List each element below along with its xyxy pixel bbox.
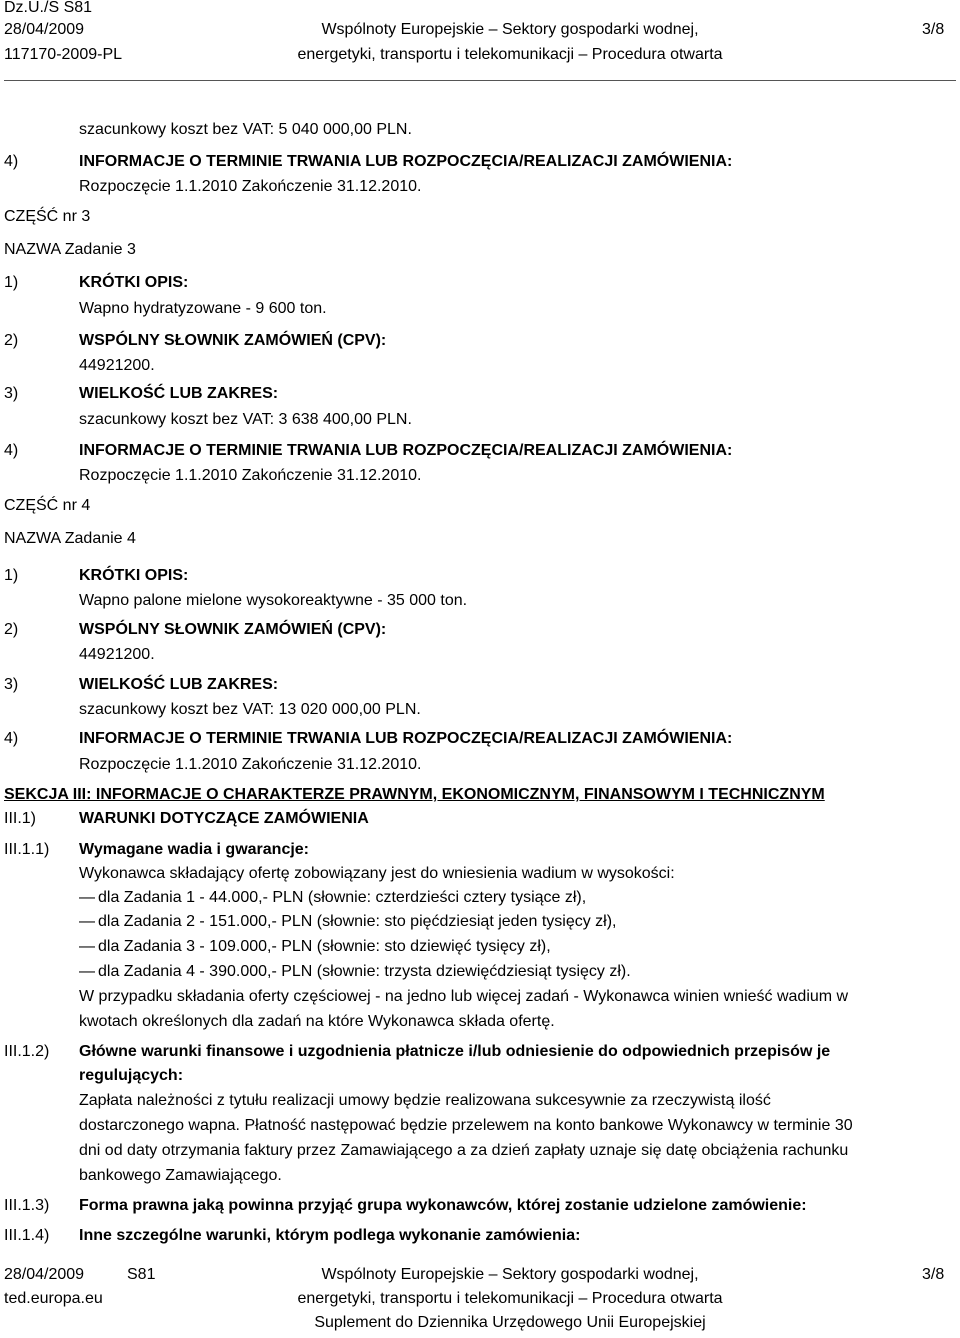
item-number: 1) <box>4 274 19 291</box>
item-value: szacunkowy koszt bez VAT: 3 638 400,00 PLN. <box>79 411 412 428</box>
item-number: 3) <box>4 385 19 402</box>
item-number: 4) <box>4 153 19 170</box>
part-name: NAZWA Zadanie 4 <box>4 530 136 547</box>
subsection-number: III.1.4) <box>4 1227 50 1244</box>
item-label: INFORMACJE O TERMINIE TRWANIA LUB ROZPOCZĘCIA/REALIZACJI ZAMÓWIENIA: <box>79 442 733 459</box>
item-number: 4) <box>4 442 19 459</box>
paragraph-line: Zapłata należności z tytułu realizacji umowy będzie realizowana sukcesywnie za rzeczywistą ilość <box>79 1092 771 1109</box>
item-label: WIELKOŚĆ LUB ZAKRES: <box>79 385 279 402</box>
deposit-intro: Wykonawca składający ofertę zobowiązany jest do wniesienia wadium w wysokości: <box>79 865 675 882</box>
paragraph-line: kwotach określonych dla zadań na które Wykonawca składa ofertę. <box>79 1013 555 1030</box>
subsection-title: Główne warunki finansowe i uzgodnienia płatnicze i/lub odniesienie do odpowiednich przepisów je <box>79 1043 831 1060</box>
footer-supplement: Suplement do Dziennika Urzędowego Unii Europejskiej <box>314 1314 706 1331</box>
item-label: WSPÓLNY SŁOWNIK ZAMÓWIEŃ (CPV): <box>79 332 387 349</box>
item-number: 4) <box>4 730 19 747</box>
subsection-title: Inne szczególne warunki, którym podlega wykonanie zamówienia: <box>79 1227 581 1244</box>
item-label: INFORMACJE O TERMINIE TRWANIA LUB ROZPOCZĘCIA/REALIZACJI ZAMÓWIENIA: <box>79 730 733 747</box>
part-name: NAZWA Zadanie 3 <box>4 241 136 258</box>
part-title: CZĘŚĆ nr 3 <box>4 208 91 225</box>
item-value: Rozpoczęcie 1.1.2010 Zakończenie 31.12.2010. <box>79 467 422 484</box>
bullet-dash: — <box>79 963 95 980</box>
header-page-number: 3/8 <box>922 21 945 38</box>
paragraph-line: bankowego Zamawiającego. <box>79 1167 282 1184</box>
deposit-item: dla Zadania 3 - 109.000,- PLN (słownie: sto dziewięć tysięcy zł), <box>98 938 551 955</box>
notice-id: 117170-2009-PL <box>4 46 123 63</box>
deposit-item: dla Zadania 2 - 151.000,- PLN (słownie: sto pięćdziesiąt jeden tysięcy zł), <box>98 913 617 930</box>
footer-title-line2: energetyki, transportu i telekomunikacji – Procedura otwarta <box>297 1290 723 1307</box>
item-label: INFORMACJE O TERMINIE TRWANIA LUB ROZPOCZĘCIA/REALIZACJI ZAMÓWIENIA: <box>79 153 733 170</box>
footer-code: S81 <box>127 1266 156 1283</box>
subsection-number: III.1) <box>4 810 37 827</box>
item-label: WSPÓLNY SŁOWNIK ZAMÓWIEŃ (CPV): <box>79 621 387 638</box>
footer-date: 28/04/2009 <box>4 1266 85 1283</box>
item-number: 2) <box>4 621 19 638</box>
item-value: 44921200. <box>79 357 155 374</box>
item-value: 44921200. <box>79 646 155 663</box>
item-value: Rozpoczęcie 1.1.2010 Zakończenie 31.12.2010. <box>79 178 422 195</box>
bullet-dash: — <box>79 913 95 930</box>
part-title: CZĘŚĆ nr 4 <box>4 497 91 514</box>
footer-title-line1: Wspólnoty Europejskie – Sektory gospodarki wodnej, <box>321 1266 699 1283</box>
paragraph-line: dostarczonego wapna. Płatność następować będzie przelewem na konto bankowe Wykonawcy w terminie 30 <box>79 1117 853 1134</box>
subsection-title: Forma prawna jaką powinna przyjąć grupa wykonawców, której zostanie udzielone zamówienie: <box>79 1197 807 1214</box>
bullet-dash: — <box>79 938 95 955</box>
item-value: Wapno palone mielone wysokoreaktywne - 35 000 ton. <box>79 592 468 609</box>
item-number: 3) <box>4 676 19 693</box>
item-number: 2) <box>4 332 19 349</box>
section-title: SEKCJA III: INFORMACJE O CHARAKTERZE PRAWNYM, EKONOMICZNYM, FINANSOWYM I TECHNICZNYM <box>4 786 825 803</box>
item-label: KRÓTKI OPIS: <box>79 274 189 291</box>
paragraph-line: W przypadku składania oferty częściowej - na jedno lub więcej zadań - Wykonawca winien wnieść wadium w <box>79 988 849 1005</box>
item-value: Rozpoczęcie 1.1.2010 Zakończenie 31.12.2010. <box>79 756 422 773</box>
subsection-title: Wymagane wadia i gwarancje: <box>79 841 310 858</box>
subsection-number: III.1.1) <box>4 841 50 858</box>
item-number: 1) <box>4 567 19 584</box>
footer-site-link[interactable]: ted.europa.eu <box>4 1290 103 1307</box>
bullet-dash: — <box>79 889 95 906</box>
subsection-number: III.1.2) <box>4 1043 50 1060</box>
subsection-title: regulujących: <box>79 1067 184 1084</box>
header-date: 28/04/2009 <box>4 21 85 38</box>
item-value: szacunkowy koszt bez VAT: 13 020 000,00 PLN. <box>79 701 421 718</box>
subsection-title: WARUNKI DOTYCZĄCE ZAMÓWIENIA <box>79 810 369 827</box>
deposit-item: dla Zadania 4 - 390.000,- PLN (słownie: trzysta dziewięćdziesiąt tysięcy zł). <box>98 963 631 980</box>
subsection-number: III.1.3) <box>4 1197 50 1214</box>
item-label: WIELKOŚĆ LUB ZAKRES: <box>79 676 279 693</box>
estimate-value: szacunkowy koszt bez VAT: 5 040 000,00 PLN. <box>79 121 412 138</box>
header-title-line1: Wspólnoty Europejskie – Sektory gospodarki wodnej, <box>321 21 699 38</box>
paragraph-line: dni od daty otrzymania faktury przez Zamawiającego a za dzień zapłaty uznaje się datę obciążenia rachunku <box>79 1142 849 1159</box>
deposit-item: dla Zadania 1 - 44.000,- PLN (słownie: czterdzieści cztery tysiące zł), <box>98 889 587 906</box>
header-title-line2: energetyki, transportu i telekomunikacji – Procedura otwarta <box>297 46 723 63</box>
footer-page-number: 3/8 <box>922 1266 945 1283</box>
item-label: KRÓTKI OPIS: <box>79 567 189 584</box>
journal-ref: Dz.U./S S81 <box>4 0 93 16</box>
header-divider <box>4 80 956 81</box>
item-value: Wapno hydratyzowane - 9 600 ton. <box>79 300 327 317</box>
